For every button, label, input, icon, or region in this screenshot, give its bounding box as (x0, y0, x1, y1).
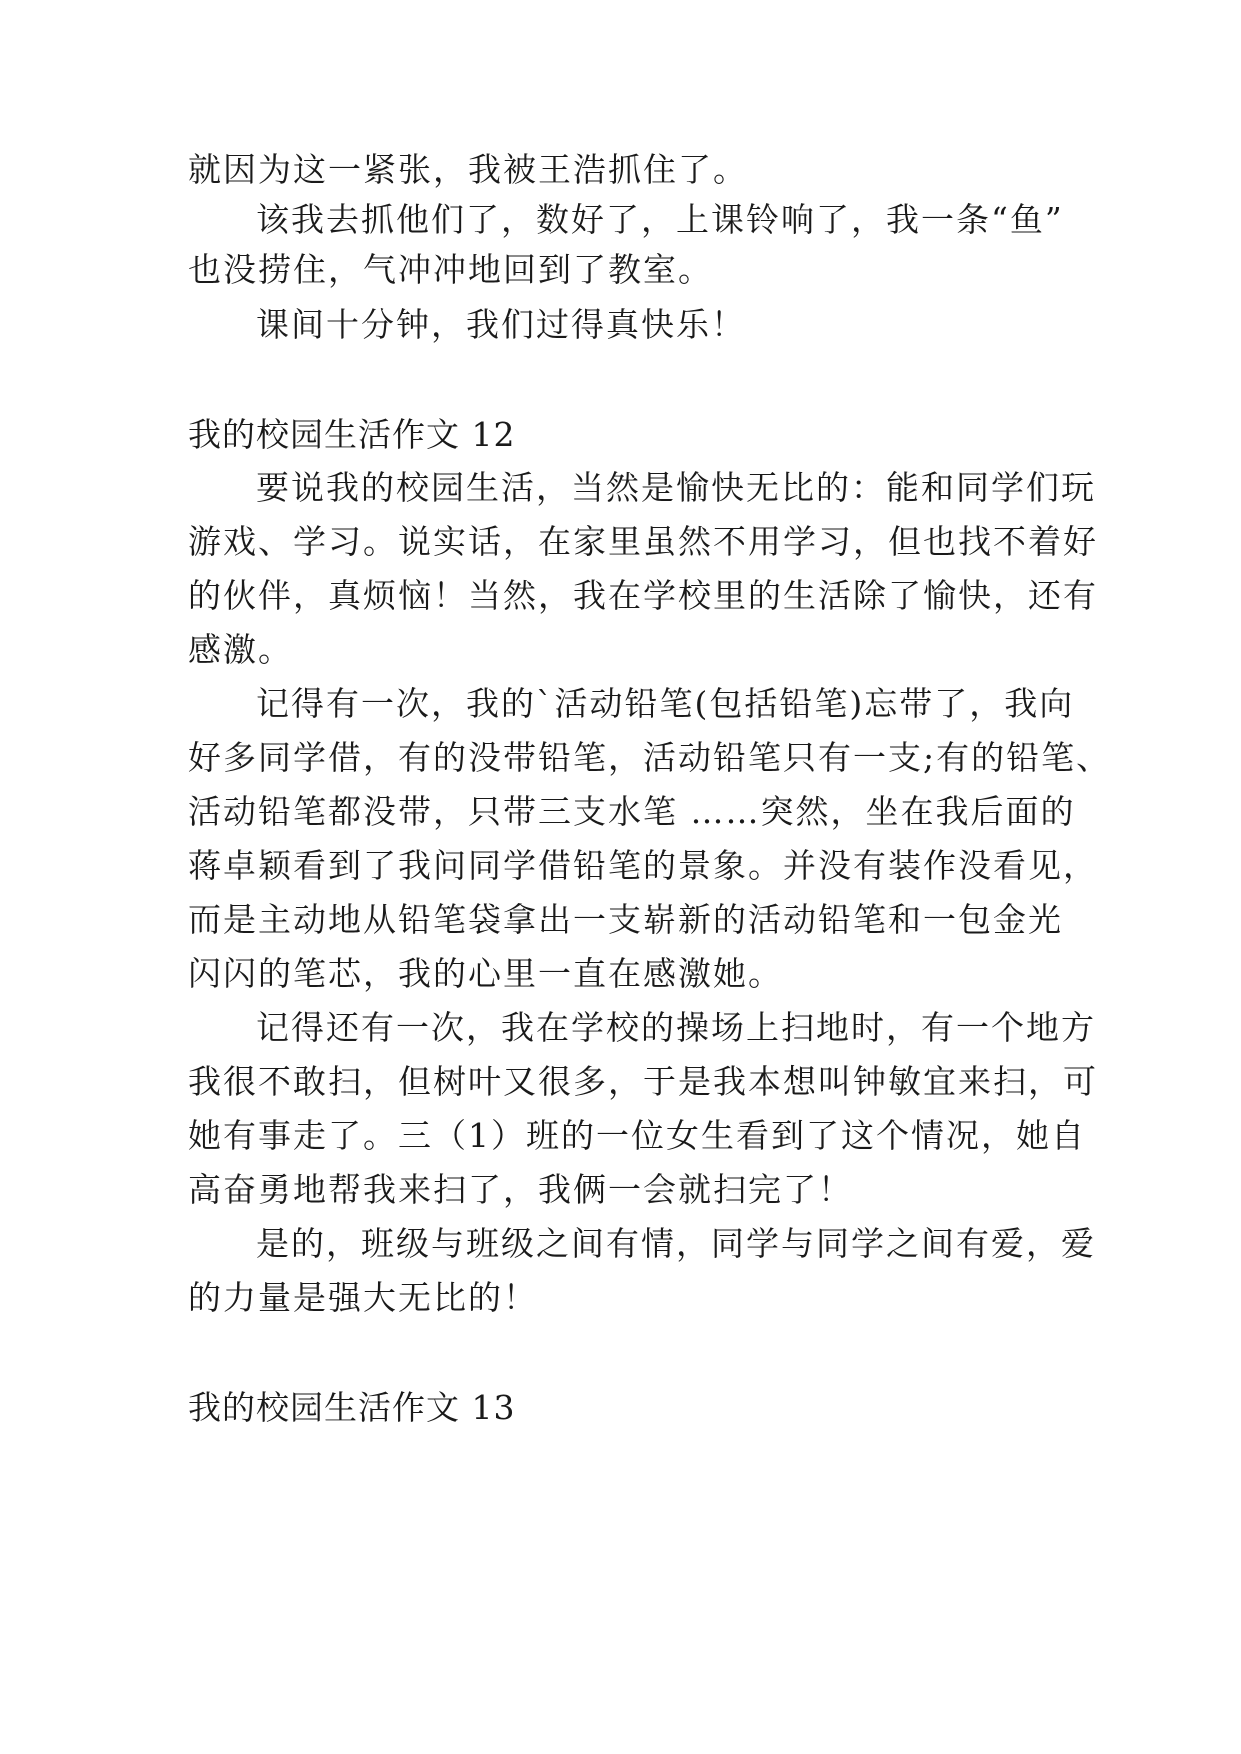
text-line: 好多同学借，有的没带铅笔，活动铅笔只有一支;有的铅笔、 (188, 738, 1112, 777)
section-heading: 我的校园生活作文 13 (188, 1388, 516, 1427)
text-line: 高奋勇地帮我来扫了，我俩一会就扫完了！ (188, 1170, 853, 1209)
text-line: 也没捞住，气冲冲地回到了教室。 (188, 250, 713, 289)
text-line: 课间十分钟，我们过得真快乐！ (256, 305, 746, 344)
text-line: 活动铅笔都没带，只带三支水笔 ……突然，坐在我后面的 (188, 792, 1076, 831)
text-line: 我很不敢扫，但树叶又很多，于是我本想叫钟敏宜来扫，可 (188, 1062, 1098, 1101)
text-line: 感激。 (188, 630, 293, 669)
text-line: 要说我的校园生活，当然是愉快无比的：能和同学们玩 (256, 468, 1096, 507)
text-line: 蒋卓颖看到了我问同学借铅笔的景象。并没有装作没看见， (188, 846, 1098, 885)
text-line: 记得还有一次，我在学校的操场上扫地时，有一个地方 (256, 1008, 1096, 1047)
text-line: 闪闪的笔芯，我的心里一直在感激她。 (188, 954, 783, 993)
text-line: 就因为这一紧张，我被王浩抓住了。 (188, 150, 748, 189)
text-line: 的力量是强大无比的！ (188, 1278, 538, 1317)
text-line: 游戏、学习。说实话，在家里虽然不用学习，但也找不着好 (188, 522, 1098, 561)
text-line: 她有事走了。三（1）班的一位女生看到了这个情况，她自 (188, 1116, 1086, 1155)
text-line: 的伙伴，真烦恼！当然，我在学校里的生活除了愉快，还有 (188, 576, 1098, 615)
text-line: 而是主动地从铅笔袋拿出一支崭新的活动铅笔和一包金光 (188, 900, 1063, 939)
text-line: 该我去抓他们了，数好了，上课铃响了，我一条“鱼” (256, 200, 1064, 239)
text-line: 记得有一次，我的`活动铅笔(包括铅笔)忘带了，我向 (256, 684, 1075, 723)
text-line: 是的，班级与班级之间有情，同学与同学之间有爱，爱 (256, 1224, 1096, 1263)
section-heading: 我的校园生活作文 12 (188, 415, 516, 454)
